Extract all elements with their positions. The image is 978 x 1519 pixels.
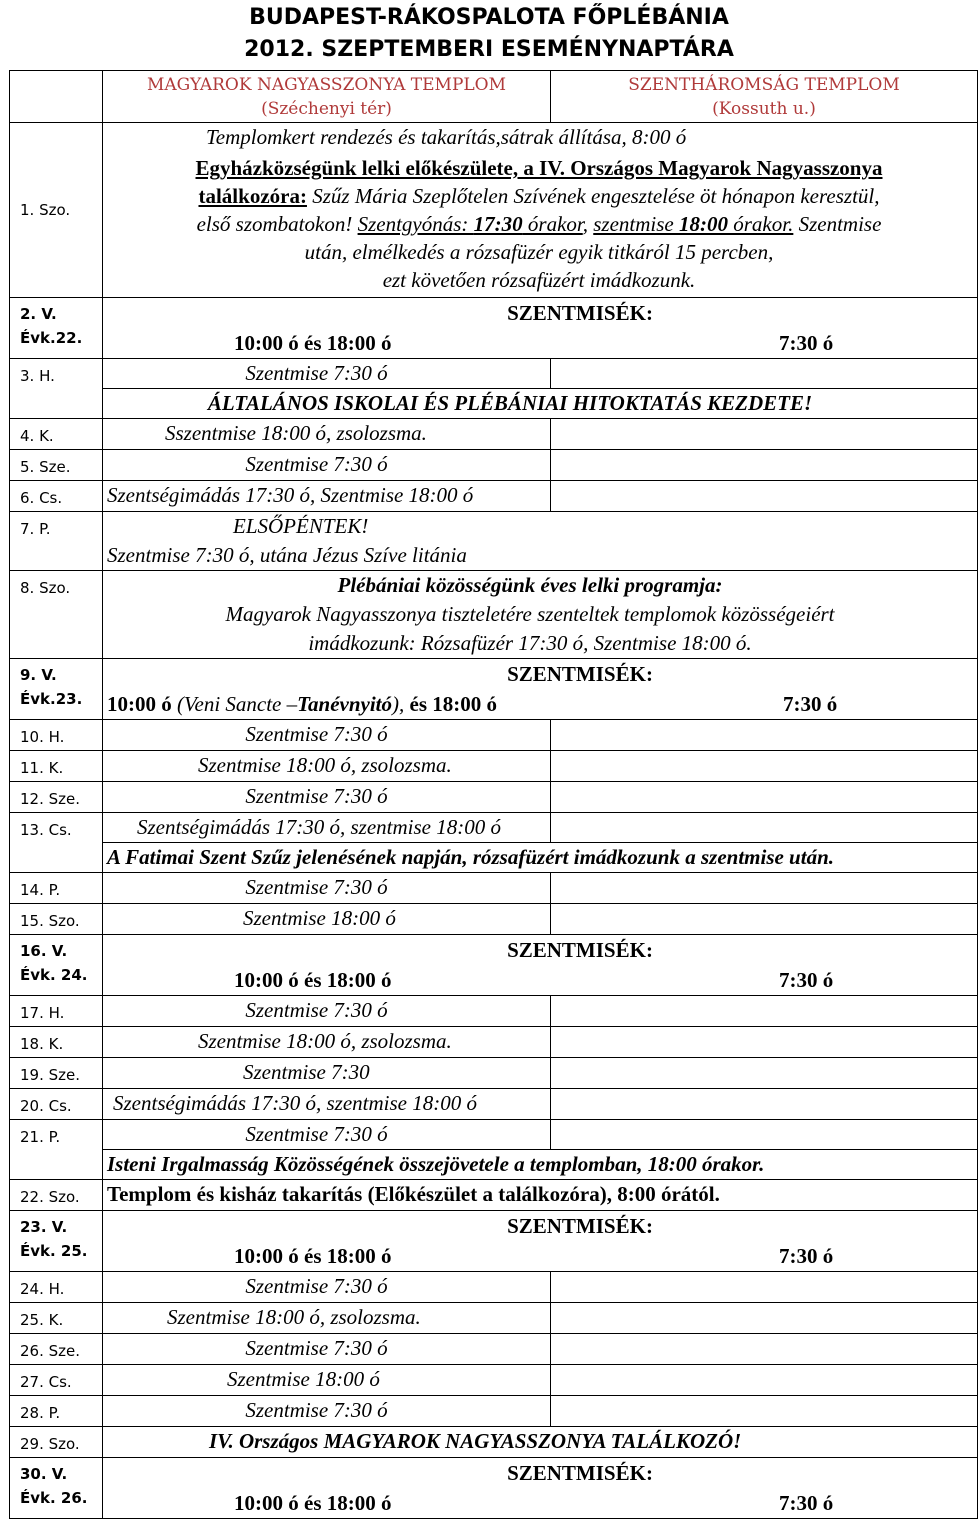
event-time: 18:00 [679, 212, 728, 236]
event-bold-text: Egyházközségünk lelki előkészülete, a IV. Országos Magyarok Nagyasszonya [195, 156, 883, 180]
table-row [10, 782, 978, 813]
event-text: szentmise [593, 212, 679, 236]
day-label [10, 298, 103, 359]
event-text: Szűz Mária Szeplőtelen Szívének engesztelése öt hónapon keresztül, [306, 184, 880, 208]
event-line: Szentmise 7:30 ó, utána Jézus Szíve litánia [107, 543, 467, 567]
table-row [10, 1150, 978, 1180]
church1-event: Szentmise 18:00 ó [103, 904, 551, 935]
day-label-line: Évk.23. [20, 690, 83, 708]
day-label: 25. K. [10, 1303, 103, 1334]
event-highlight: ÁLTALÁNOS ISKOLAI ÉS PLÉBÁNIAI HITOKTATÁS KEZDETE! [103, 389, 978, 419]
mass-note: (Veni Sancte – [177, 692, 298, 716]
table-row [10, 1427, 978, 1458]
table-row [10, 659, 978, 720]
event-bold-text: találkozóra: [198, 184, 307, 208]
table-row [10, 1396, 978, 1427]
table-row [10, 720, 978, 751]
church1-event: Szentségimádás 17:30 ó, szentmise 18:00 ó [103, 813, 551, 843]
table-row [10, 751, 978, 782]
church2-event [551, 450, 978, 481]
event-text: első szombatokon! [196, 212, 358, 236]
event-line: Plébániai közösségünk éves lelki programja: [337, 573, 723, 597]
church1-event: Szentmise 7:30 ó [103, 782, 551, 813]
table-row [10, 904, 978, 935]
table-row [10, 450, 978, 481]
day-label-line: 23. V. [20, 1218, 68, 1236]
mass-label: SZENTMISÉK: [507, 301, 653, 325]
mass-time-church1: 10:00 ó és 18:00 ó [234, 968, 392, 992]
day-label: 7. P. [10, 512, 103, 571]
church2-event [551, 904, 978, 935]
header-empty-cell [10, 71, 103, 123]
mass-time-church1: 10:00 ó és 18:00 ó [234, 331, 392, 355]
day-label: 12. Sze. [10, 782, 103, 813]
day-events [103, 571, 978, 659]
mass-time-church2: 7:30 ó [779, 968, 834, 992]
table-row [10, 813, 978, 843]
day-label-line: Évk. 24. [20, 966, 88, 984]
church1-event: Szentmise 18:00 ó, zsolozsma. [103, 751, 551, 782]
page-subtitle: 2012. SZEPTEMBERI ESEMÉNYNAPTÁRA [244, 37, 734, 62]
church2-event [551, 481, 978, 512]
day-events: IV. Országos MAGYAROK NAGYASSZONYA TALÁLKOZÓ! [103, 1427, 978, 1458]
mass-label: SZENTMISÉK: [507, 1214, 653, 1238]
day-label: 20. Cs. [10, 1089, 103, 1120]
day-label-line: Évk. 26. [20, 1489, 88, 1507]
church2-event [551, 1272, 978, 1303]
day-events: Templom és kisház takarítás (Előkészület a találkozóra), 8:00 órától. [103, 1180, 978, 1211]
church2-event [551, 419, 978, 450]
table-row [10, 1180, 978, 1211]
church2-event [551, 1365, 978, 1396]
event-highlight: A Fatimai Szent Szűz jelenésének napján, rózsafüzért imádkozunk a szentmise után. [103, 843, 978, 873]
day-label: 15. Szo. [10, 904, 103, 935]
day-label: 27. Cs. [10, 1365, 103, 1396]
event-text: után, elmélkedés a rózsafüzér egyik titkáról 15 percben, [304, 240, 774, 264]
table-row [10, 419, 978, 450]
table-row [10, 1272, 978, 1303]
day-label: 3. H. [10, 359, 103, 419]
church1-event: Szentmise 7:30 ó [103, 873, 551, 904]
event-paragraph [109, 154, 969, 294]
mass-time-church2: 7:30 ó [779, 1244, 834, 1268]
day-label: 22. Szo. [10, 1180, 103, 1211]
table-row [10, 359, 978, 389]
table-row [10, 873, 978, 904]
mass-label: SZENTMISÉK: [507, 662, 653, 686]
day-label: 28. P. [10, 1396, 103, 1427]
mass-note: ), [392, 692, 405, 716]
mass-time-church2: 7:30 ó [779, 331, 834, 355]
church2-event [551, 1303, 978, 1334]
sunday-masses [103, 935, 978, 996]
day-label: 26. Sze. [10, 1334, 103, 1365]
table-row [10, 1120, 978, 1150]
day-events [103, 512, 978, 571]
church1-event: Szentmise 7:30 ó [103, 1120, 551, 1150]
church2-event [551, 1027, 978, 1058]
table-row [10, 1027, 978, 1058]
mass-time-church1: 10:00 ó és 18:00 ó [234, 1491, 392, 1515]
day-label: 24. H. [10, 1272, 103, 1303]
day-label-line: 16. V. [20, 942, 68, 960]
church1-header [103, 71, 551, 123]
sunday-masses [103, 1211, 978, 1272]
day-events [103, 123, 978, 298]
day-label: 6. Cs. [10, 481, 103, 512]
church1-name: MAGYAROK NAGYASSZONYA TEMPLOM [146, 75, 507, 95]
sunday-masses [103, 659, 978, 720]
church1-event: Szentmise 7:30 ó [103, 359, 551, 389]
church1-event: Szentmise 7:30 ó [103, 996, 551, 1027]
day-label-line: Évk. 25. [20, 1242, 88, 1260]
church2-event [551, 1120, 978, 1150]
church2-event [551, 1058, 978, 1089]
day-label: 1. Szo. [10, 123, 103, 298]
event-line: imádkozunk: Rózsafüzér 17:30 ó, Szentmise 18:00 ó. [308, 631, 752, 655]
event-text: órakor. [728, 212, 794, 236]
day-label: 8. Szo. [10, 571, 103, 659]
church1-event: Sszentmise 18:00 ó, zsolozsma. [103, 419, 551, 450]
church2-event [551, 873, 978, 904]
event-text: Szentmise [793, 212, 882, 236]
day-label: 10. H. [10, 720, 103, 751]
day-label: 13. Cs. [10, 813, 103, 873]
mass-time-church1: 10:00 ó és 18:00 ó [234, 1244, 392, 1268]
church2-event [551, 996, 978, 1027]
day-label: 18. K. [10, 1027, 103, 1058]
church1-event: Szentmise 7:30 ó [103, 720, 551, 751]
church1-event: Szentmise 18:00 ó, zsolozsma. [103, 1303, 551, 1334]
sunday-masses [103, 298, 978, 359]
table-row [10, 389, 978, 419]
table-row [10, 1089, 978, 1120]
church1-event: Szentségimádás 17:30 ó, szentmise 18:00 ó [103, 1089, 551, 1120]
day-label: 19. Sze. [10, 1058, 103, 1089]
church1-event: Szentmise 7:30 ó [103, 450, 551, 481]
sunday-masses [103, 1458, 978, 1519]
table-row [10, 123, 978, 298]
event-line: Templomkert rendezés és takarítás,sátrak állítása, 8:00 ó [206, 125, 687, 149]
church1-event: Szentmise 18:00 ó [103, 1365, 551, 1396]
church2-header [551, 71, 978, 123]
mass-time-church1 [107, 689, 497, 719]
table-row [10, 481, 978, 512]
mass-label: SZENTMISÉK: [507, 938, 653, 962]
church1-event: Szentmise 7:30 ó [103, 1272, 551, 1303]
table-row [10, 1365, 978, 1396]
church1-event: Szentmise 7:30 [103, 1058, 551, 1089]
event-text: Szentgyónás: [357, 212, 474, 236]
day-label [10, 659, 103, 720]
table-row [10, 935, 978, 996]
church2-place: (Kossuth u.) [712, 99, 816, 119]
mass-time: 10:00 ó [107, 692, 177, 716]
event-highlight: Isteni Irgalmasság Közösségének összejövetele a templomban, 18:00 órakor. [103, 1150, 978, 1180]
day-label: 14. P. [10, 873, 103, 904]
day-label-line: Évk.22. [20, 329, 83, 347]
day-label: 4. K. [10, 419, 103, 450]
table-row [10, 1303, 978, 1334]
church2-event [551, 720, 978, 751]
mass-time: és 18:00 ó [404, 692, 498, 716]
day-label [10, 935, 103, 996]
church1-event: Szentségimádás 17:30 ó, Szentmise 18:00 ó [103, 481, 551, 512]
mass-time-church2: 7:30 ó [779, 1491, 834, 1515]
church2-event [551, 751, 978, 782]
mass-note-bold: Tanévnyitó [297, 692, 393, 716]
church2-event [551, 359, 978, 389]
table-row [10, 996, 978, 1027]
table-row [10, 1334, 978, 1365]
church2-name: SZENTHÁROMSÁG TEMPLOM [628, 75, 900, 95]
event-calendar-table [9, 70, 978, 1519]
mass-label: SZENTMISÉK: [507, 1461, 653, 1485]
event-text: ezt követően rózsafüzért imádkozunk. [382, 268, 696, 292]
day-label-line: 30. V. [20, 1465, 68, 1483]
church1-place: (Széchenyi tér) [261, 99, 392, 119]
page-title: BUDAPEST-RÁKOSPALOTA FŐPLÉBÁNIA [249, 5, 729, 30]
day-label-line: 2. V. [20, 305, 57, 323]
event-line: Magyarok Nagyasszonya tiszteletére szenteltek templomok közösségeiért [225, 602, 835, 626]
mass-time-church2: 7:30 ó [783, 692, 838, 716]
church2-event [551, 1089, 978, 1120]
church2-event [551, 782, 978, 813]
table-row [10, 1211, 978, 1272]
table-row [10, 843, 978, 873]
event-time: 17:30 [473, 212, 523, 236]
table-header-row [10, 71, 978, 123]
day-label: 17. H. [10, 996, 103, 1027]
day-label: 21. P. [10, 1120, 103, 1180]
event-line: ELSŐPÉNTEK! [233, 514, 369, 538]
table-row [10, 298, 978, 359]
table-row [10, 512, 978, 571]
day-label: 5. Sze. [10, 450, 103, 481]
event-text: , [582, 212, 594, 236]
day-label: 29. Szo. [10, 1427, 103, 1458]
day-label [10, 1458, 103, 1519]
table-row [10, 1058, 978, 1089]
table-row [10, 1458, 978, 1519]
church2-event [551, 813, 978, 843]
church2-event [551, 1396, 978, 1427]
event-text: órakor [522, 212, 583, 236]
day-label [10, 1211, 103, 1272]
day-label-line: 9. V. [20, 666, 57, 684]
day-label: 11. K. [10, 751, 103, 782]
church1-event: Szentmise 7:30 ó [103, 1396, 551, 1427]
table-row [10, 571, 978, 659]
church1-event: Szentmise 18:00 ó, zsolozsma. [103, 1027, 551, 1058]
church2-event [551, 1334, 978, 1365]
church1-event: Szentmise 7:30 ó [103, 1334, 551, 1365]
